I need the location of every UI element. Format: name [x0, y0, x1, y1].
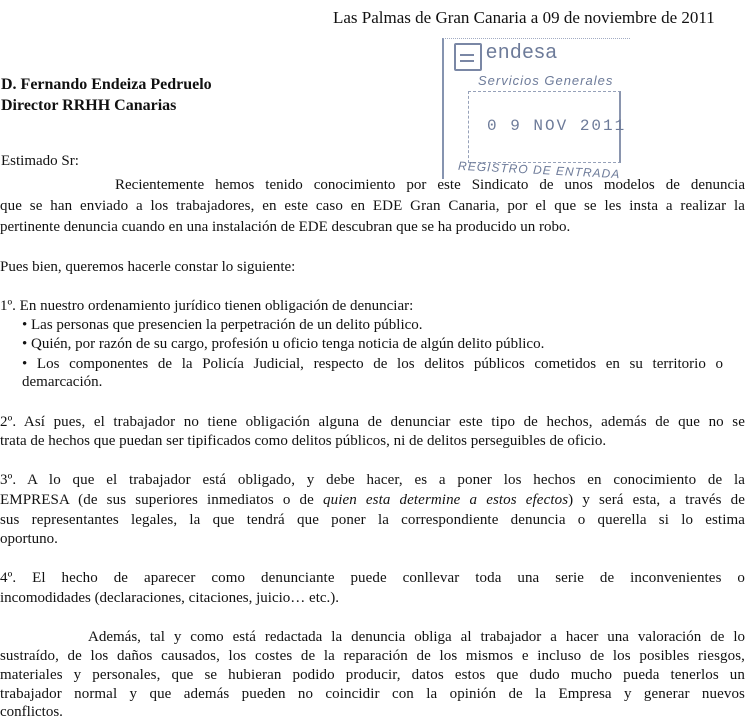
registry-stamp — [442, 38, 630, 182]
greeting: Estimado Sr: — [1, 153, 79, 169]
endesa-logo-icon — [454, 43, 482, 71]
point3-line-1: 3º. A lo que el trabajador está obligado, y debe hacer, es a poner los hechos en conocimiento de la — [0, 472, 745, 488]
closing-line-1: Además, tal y como está redactada la denuncia obliga al trabajador a hacer una valoración de lo — [88, 629, 745, 645]
point4-line-1: 4º. El hecho de aparecer como denunciante puede conllevar toda una serie de inconvenientes o — [0, 570, 745, 586]
intro-line-3: pertinente denuncia cuando en una instalación de EDE descubran que se ha producido un robo. — [0, 219, 571, 235]
point3-line-2-end: ) y será esta, a través de — [568, 492, 745, 508]
intro-line-1: Recientemente hemos tenido conocimiento por este Sindicato de unos modelos de denuncia — [115, 177, 745, 193]
intro-line-2: que se han enviado a los trabajadores, en este caso en EDE Gran Canaria, por el que se les insta a realizar la — [0, 198, 745, 214]
point2-line-1: 2º. Así pues, el trabajador no tiene obligación alguna de denunciar este tipo de hechos, además de que no se — [0, 414, 745, 430]
stamp-subtitle: Servicios Generales — [478, 73, 614, 88]
stamp-brand: endesa — [486, 41, 558, 63]
point3-line-4: oportuno. — [0, 531, 58, 547]
stamp-registry: REGISTRO DE ENTRADA — [457, 158, 621, 182]
point1-bullet-continuation: demarcación. — [22, 374, 103, 390]
closing-line-2: sustraído, de los daños causados, los costes de la reparación de los mismos e incluso de los posibles riesgos, — [0, 648, 745, 664]
point1-bullet: • Quién, por razón de su cargo, profesión u oficio tenga noticia de algún delito público. — [22, 336, 545, 352]
date-line: Las Palmas de Gran Canaria a 09 de noviembre de 2011 — [333, 8, 715, 27]
point3-line-3: sus representantes legales, la que tendrá que poner la correspondiente denuncia o querella si lo estima — [0, 512, 745, 528]
point2-line-2: trata de hechos que puedan ser tipificados como delitos públicos, ni de delitos perseguibles de oficio. — [0, 433, 607, 449]
point1-heading: 1º. En nuestro ordenamiento jurídico tienen obligación de denunciar: — [0, 298, 414, 314]
point3-line-2-start: EMPRESA (de sus superiores inmediatos o de — [0, 492, 323, 508]
closing-line-5: conflictos. — [0, 704, 63, 720]
recipient-title: Director RRHH Canarias — [1, 97, 177, 114]
point3-line-2-italic: quien esta determine a estos efectos — [323, 492, 569, 508]
point3-line-2 — [0, 491, 745, 510]
point1-bullet: • Las personas que presencien la perpetración de un delito público. — [22, 317, 423, 333]
lead-sentence: Pues bien, queremos hacerle constar lo siguiente: — [0, 259, 296, 275]
closing-line-4: trabajador normal y que además pueden no coincidir con la opinión de la Empresa y generar nuevos — [0, 686, 745, 702]
stamp-date: 0 9 NOV 2011 — [487, 117, 627, 135]
point1-bullet: • Los componentes de la Policía Judicial, respecto de los delitos públicos cometidos en su territorio o — [22, 356, 723, 372]
recipient-name: D. Fernando Endeiza Pedruelo — [1, 76, 212, 93]
point4-line-2: incomodidades (declaraciones, citaciones, juicio… etc.). — [0, 590, 340, 606]
closing-line-3: materiales y personales, que se hubieran podido producir, datos estos que dudo mucho pueda tenerlos un — [0, 667, 745, 683]
